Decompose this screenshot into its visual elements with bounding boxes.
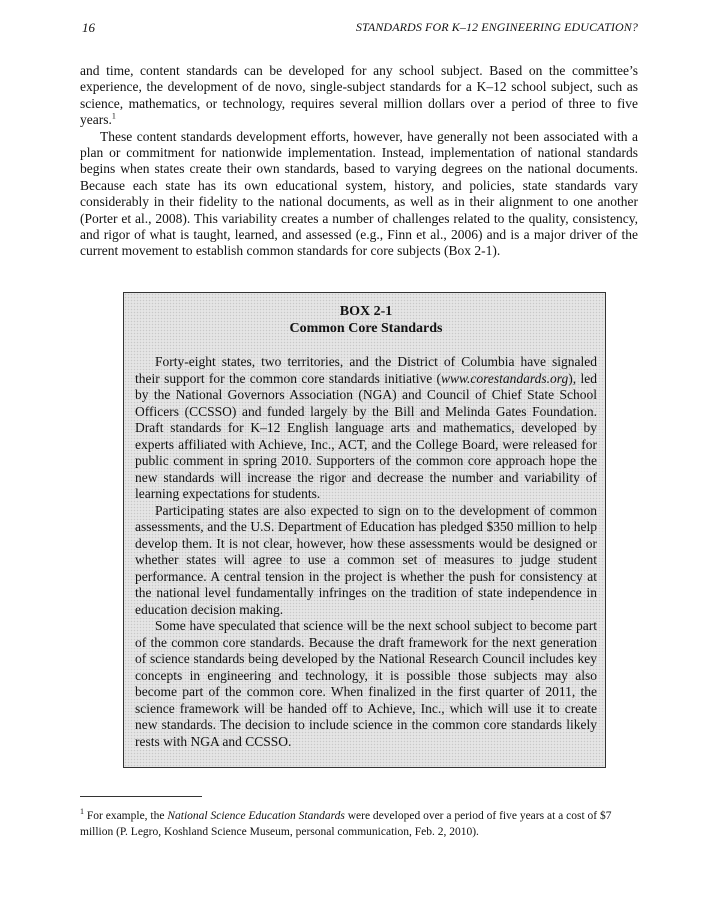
box-label: BOX 2-1	[339, 304, 393, 319]
page-number: 16	[82, 20, 95, 35]
body-text	[80, 63, 638, 260]
box-title: Common Core Standards	[289, 321, 443, 336]
box-paragraph-1	[135, 354, 597, 503]
box-text	[135, 354, 597, 750]
footnote-ref: 1	[111, 111, 116, 121]
footnote-number: 1	[80, 807, 84, 817]
footnote	[80, 808, 640, 840]
footnote-before: For example, the	[84, 810, 168, 822]
running-head: STANDARDS FOR K–12 ENGINEERING EDUCATION?	[355, 20, 638, 34]
box-paragraph-2: Participating states are also expected to sign on to the development of common assessments, and the U.S. Department of Education has pledged $350 million to help develop them. It is not clear, however, how these assessments would be designed or whether states will agree to use a common set of measures to judge student performance. A central tension in the project is whether the push for consistency at the national level fundamentally infringes on the tradition of state independence in education decision making.	[135, 502, 597, 617]
footnote-title: National Science Education Standards	[167, 810, 345, 822]
box-content	[135, 303, 597, 750]
box-p1-after: ), led by the National Governors Association (NGA) and Council of Chief State School Officers (CCSSO) and funded largely by the Bill and Melinda Gates Foundation. Draft standards for K–12 English language arts and mathematics, developed by experts affiliated with Achieve, Inc., ACT, and the College Board, were released for public comment in spring 2010. Supporters of the common core approach hope the new standards will increase the rigor and decrease the number and variability of learning expectations for students.	[135, 370, 597, 501]
paragraph-1	[80, 63, 638, 129]
box-p1-before: Forty-eight states, two territories, and the District of Columbia have signaled their support for the common core standards initiative (	[135, 354, 597, 386]
box-2-1	[123, 292, 606, 768]
footnote-after: were developed over a period of five years at a cost of $7 million (P. Legro, Koshland Science Museum, personal communication, Feb. 2, 2010).	[80, 810, 612, 838]
box-p1-link: www.corestandards.org	[441, 370, 569, 386]
footnote-rule	[80, 796, 202, 797]
paragraph-2: These content standards development efforts, however, have generally not been associated with a plan or commitment for nationwide implementation. Instead, implementation of national standards begins when states create their own standards, based to varying degrees on the national documents. Because each state has its own educational system, history, and policies, state standards vary considerably in their fidelity to the national documents, as well as in their alignment to one another (Porter et al., 2008). This variability creates a number of challenges related to the quality, consistency, and rigor of what is taught, learned, and assessed (e.g., Finn et al., 2006) and is a major driver of the current movement to establish common standards for core subjects (Box 2-1).	[80, 128, 638, 259]
box-paragraph-3: Some have speculated that science will be the next school subject to become part of the common core standards. Because the draft framework for the next generation of science standards being developed by the National Research Council includes key concepts in engineering and technology, it is possible those subjects may also become part of the common core. When finalized in the first quarter of 2011, the science framework will be handed off to Achieve, Inc., which will use it to create new standards. The decision to include science in the common core standards likely rests with NGA and CCSSO.	[135, 618, 597, 749]
paragraph-1-text: and time, content standards can be developed for any school subject. Based on the committee’s experience, the development of de novo, single-subject standards for a K–12 school subject, such as science, mathematics, or technology, requires several million dollars over a period of three to five years.	[80, 63, 638, 128]
